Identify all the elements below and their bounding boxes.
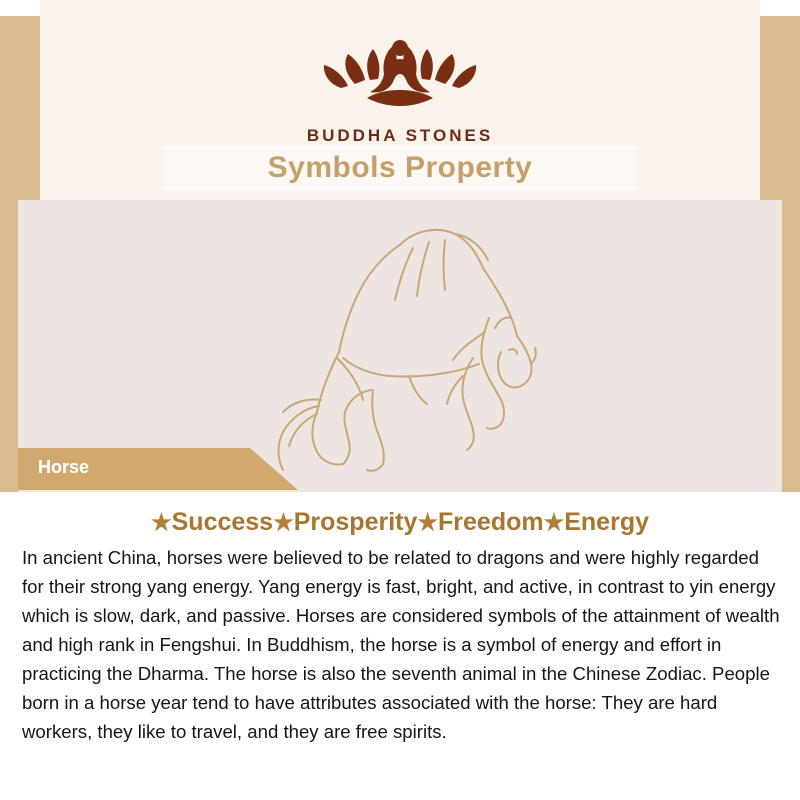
keyword-1: Success — [171, 508, 274, 536]
horse-line-art-icon — [233, 208, 563, 488]
keyword-row — [0, 508, 800, 537]
star-icon-2: ★ — [273, 509, 294, 535]
keyword-2: Prosperity — [293, 508, 418, 536]
star-icon-1: ★ — [151, 509, 172, 535]
corner-notch-right — [760, 0, 800, 16]
symbol-label-ribbon — [18, 448, 298, 490]
page-title-band — [163, 145, 637, 191]
lotus-meditation-icon — [315, 22, 485, 122]
keyword-3: Freedom — [438, 508, 544, 536]
brand-name: BUDDHA STONES — [306, 126, 494, 145]
symbol-label-text: Horse — [38, 457, 90, 477]
keyword-4: Energy — [564, 508, 649, 536]
star-icon-3: ★ — [417, 509, 439, 535]
page-title: Symbols Property — [267, 151, 533, 184]
description-text: In ancient China, horses were believed to be related to dragons and were highly regarded for their strong yang energy. Yang energy is fast, bright, and active, in contrast to yin energy which is slow, dark, and passive. Horses are considered symbols of the attainment of wealth and high rank in Fengshui. In Buddhism, the horse is a symbol of energy and effort in practicing the Dharma. The horse is also the seventh animal in the Chinese Zodiac. People born in a horse year tend to have attributes associated with the horse: They are hard workers, they like to travel, and they are free spirits. — [22, 547, 780, 742]
star-icon-4: ★ — [543, 509, 565, 535]
brand-logo — [0, 22, 800, 146]
corner-notch-left — [0, 0, 40, 16]
